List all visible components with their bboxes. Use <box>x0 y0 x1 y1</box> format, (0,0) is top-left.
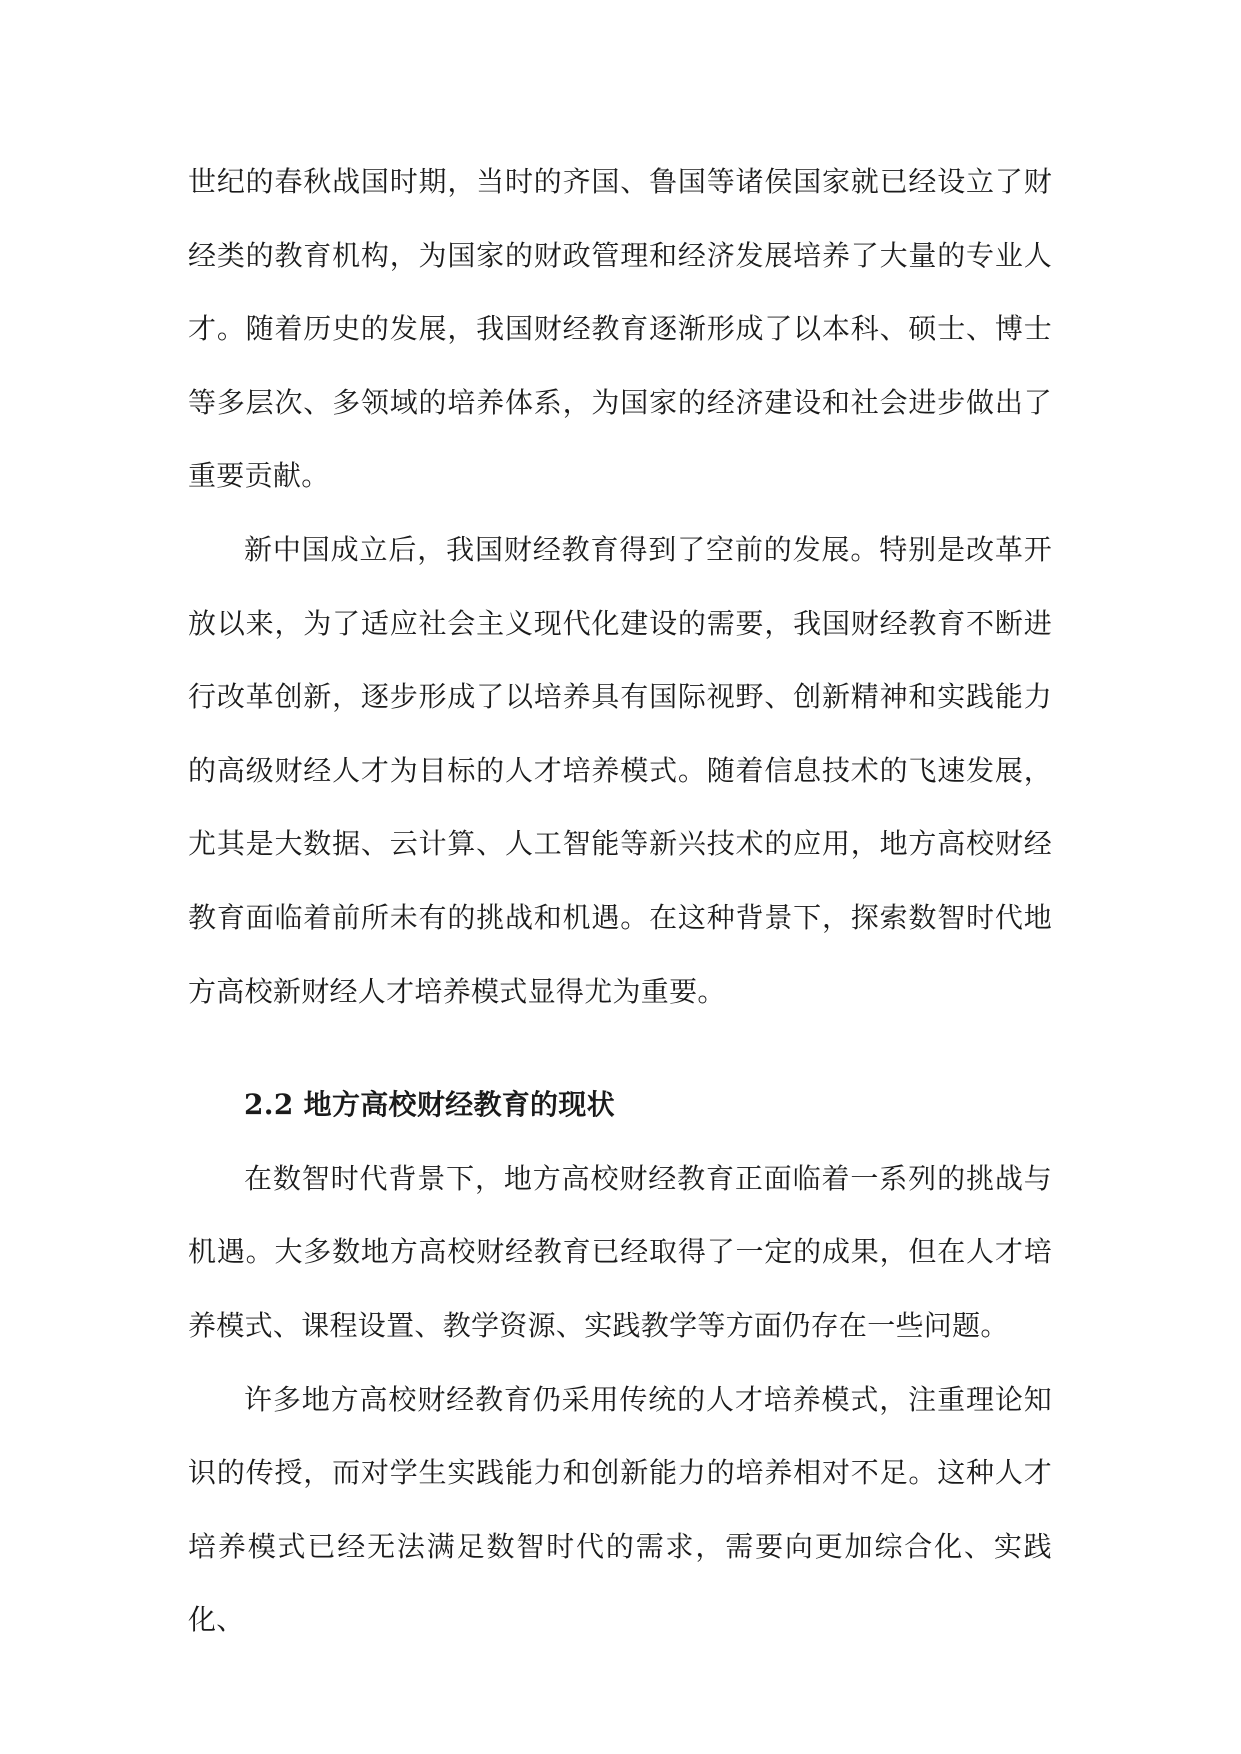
paragraph-history: 新中国成立后，我国财经教育得到了空前的发展。特别是改革开放以来，为了适应社会主义现代化建设的需要，我国财经教育不断进行改革创新，逐步形成了以培养具有国际视野、创新精神和实践能力的高级财经人才为目标的人才培养模式。随着信息技术的飞速发展，尤其是大数据、云计算、人工智能等新兴技术的应用，地方高校财经教育面临着前所未有的挑战和机遇。在这种背景下，探索数智时代地方高校新财经人才培养模式显得尤为重要。 <box>188 532 1052 1008</box>
paragraph-continuation: 世纪的春秋战国时期，当时的齐国、鲁国等诸侯国家就已经设立了财经类的教育机构，为国家的财政管理和经济发展培养了大量的专业人才。随着历史的发展，我国财经教育逐渐形成了以本科、硕士、博士等多层次、多领域的培养体系，为国家的经济建设和社会进步做出了重要贡献。 <box>188 165 1052 493</box>
document-body <box>188 145 1052 1657</box>
paragraph-status-intro: 在数智时代背景下，地方高校财经教育正面临着一系列的挑战与机遇。大多数地方高校财经教育已经取得了一定的成果，但在人才培养模式、课程设置、教学资源、实践教学等方面仍存在一些问题。 <box>188 1161 1052 1342</box>
section-heading: 2.2 地方高校财经教育的现状 <box>244 1088 615 1122</box>
paragraph-traditional-model: 许多地方高校财经教育仍采用传统的人才培养模式，注重理论知识的传授，而对学生实践能力和创新能力的培养相对不足。这种人才培养模式已经无法满足数智时代的需求，需要向更加综合化、实践化、 <box>188 1382 1052 1637</box>
